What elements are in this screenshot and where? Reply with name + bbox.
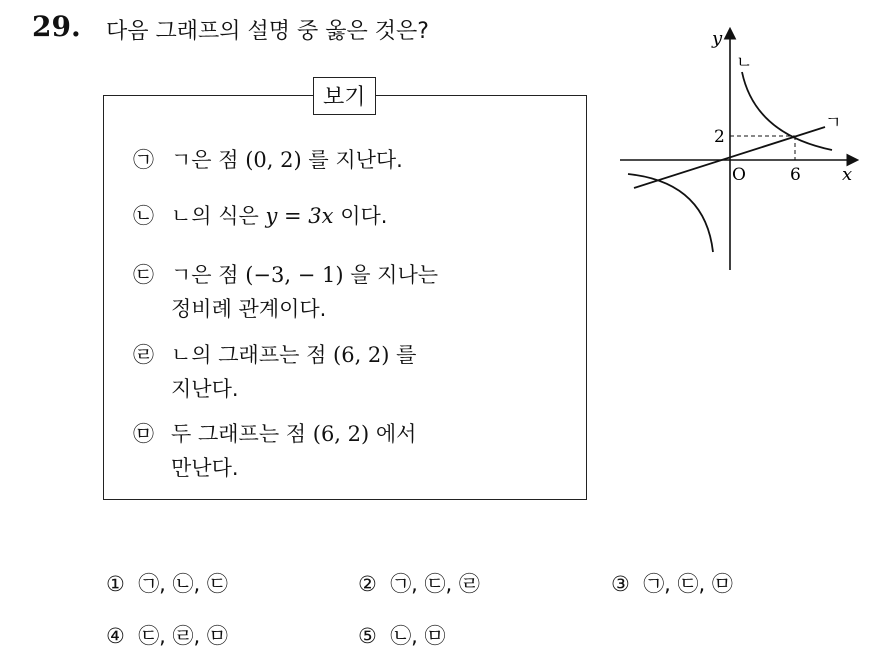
bogi-item-2 [133,199,387,233]
choice-number: ③ [611,572,630,596]
item-text-line2: 정비례 관계이다. [171,297,327,321]
item-mark: ㉤ [133,422,154,446]
y-tick-label: 2 [714,127,725,147]
item-text-line2: 지난다. [171,377,239,401]
item-mark: ㉣ [133,343,154,367]
bogi-item-3 [133,258,438,326]
bogi-item-1 [133,143,403,177]
y-axis-label: y [712,28,723,49]
item-math: (6, 2) [333,343,390,367]
item-text: 에서 [369,422,417,446]
origin-label: O [732,165,746,185]
choice-number: ④ [106,624,125,648]
item-text: 를 지난다. [301,148,403,172]
bogi-item-5 [133,417,416,485]
item-text: ㄱ은 점 [171,263,246,287]
item-text: 을 지나는 [343,263,439,287]
x-axis-label: x [842,164,853,185]
item-text: ㄴ의 그래프는 점 [171,343,334,367]
item-mark: ㉢ [133,263,154,287]
item-text: 를 [389,343,417,367]
choice-4[interactable] [106,620,228,650]
choice-5[interactable] [358,620,446,650]
item-mark: ㉠ [133,148,154,172]
choice-3[interactable] [611,568,733,598]
choice-text: ㉠, ㉢, ㉤ [643,572,733,596]
item-math: (−3, − 1) [245,263,344,287]
item-mark: ㉡ [133,204,154,228]
item-text: ㄱ은 점 [171,148,246,172]
choice-2[interactable] [358,568,480,598]
item-text-line2: 만난다. [171,456,239,480]
item-math: y = 3x [265,204,334,228]
item-text: 이다. [333,204,388,228]
choice-1[interactable] [106,568,228,598]
question-text: 다음 그래프의 설명 중 옳은 것은? [106,19,429,44]
item-math: (0, 2) [245,148,302,172]
item-text: ㄴ의 식은 [171,204,266,228]
choice-text: ㉡, ㉤ [390,624,446,648]
choice-text: ㉠, ㉢, ㉣ [390,572,480,596]
question-number: 29. [32,10,81,43]
curve-label-n: ㄴ [736,53,753,73]
item-text: 두 그래프는 점 [171,422,313,446]
bogi-title: 보기 [313,77,376,115]
choice-text: ㉢, ㉣, ㉤ [138,624,228,648]
x-tick-label: 6 [790,165,801,185]
choice-text: ㉠, ㉡, ㉢ [138,572,228,596]
choice-number: ① [106,572,125,596]
curve-label-g: ㄱ [825,113,842,133]
choice-number: ⑤ [358,624,377,648]
graph [620,24,860,274]
item-math: (6, 2) [312,422,370,446]
bogi-item-4 [133,338,416,406]
choice-number: ② [358,572,377,596]
